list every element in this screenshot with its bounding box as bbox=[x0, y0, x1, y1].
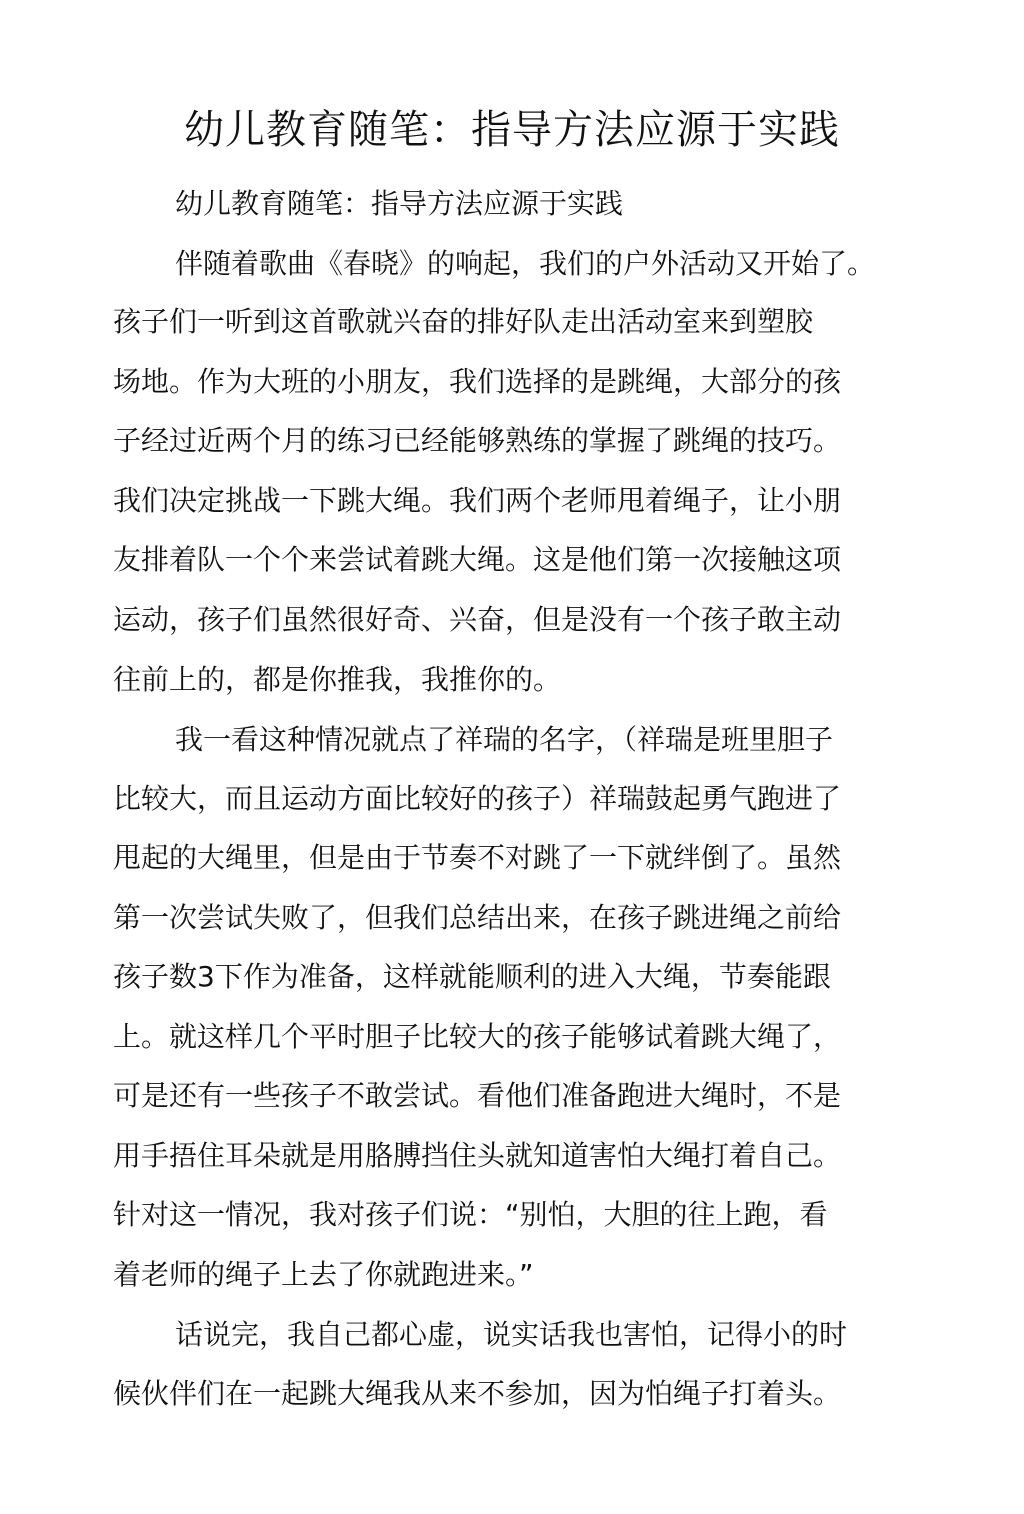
paragraph-line: 第一次尝试失败了，但我们总结出来，在孩子跳进绳之前给 bbox=[113, 901, 842, 934]
paragraph-line: 用手捂住耳朵就是用胳膊挡住头就知道害怕大绳打着自己。 bbox=[113, 1139, 842, 1172]
document-title: 幼儿教育随笔：指导方法应源于实践 bbox=[184, 107, 840, 153]
paragraph-line: 话说完，我自己都心虚，说实话我也害怕，记得小的时 bbox=[175, 1318, 848, 1351]
paragraph-line: 子经过近两个月的练习已经能够熟练的掌握了跳绳的技巧。 bbox=[113, 424, 842, 457]
paragraph-line: 运动，孩子们虽然很好奇、兴奋，但是没有一个孩子敢主动 bbox=[113, 603, 842, 636]
paragraph-line: 场地。作为大班的小朋友，我们选择的是跳绳，大部分的孩 bbox=[113, 365, 842, 398]
paragraph-line: 友排着队一个个来尝试着跳大绳。这是他们第一次接触这项 bbox=[113, 543, 842, 576]
paragraph-line: 我一看这种情况就点了祥瑞的名字，（祥瑞是班里胆子 bbox=[175, 723, 834, 756]
paragraph-line: 比较大，而且运动方面比较好的孩子）祥瑞鼓起勇气跑进了 bbox=[113, 782, 842, 815]
paragraph-line: 针对这一情况，我对孩子们说：“别怕，大胆的往上跑，看 bbox=[113, 1198, 828, 1231]
paragraph-line: 甩起的大绳里，但是由于节奏不对跳了一下就绊倒了。虽然 bbox=[113, 841, 842, 874]
paragraph-line: 着老师的绳子上去了你就跑进来。” bbox=[113, 1258, 534, 1291]
paragraph-line: 候伙伴们在一起跳大绳我从来不参加，因为怕绳子打着头。 bbox=[113, 1377, 842, 1410]
paragraph-line: 上。就这样几个平时胆子比较大的孩子能够试着跳大绳了， bbox=[113, 1020, 842, 1053]
paragraph-line: 我们决定挑战一下跳大绳。我们两个老师甩着绳子，让小朋 bbox=[113, 484, 842, 517]
paragraph-line: 往前上的，都是你推我，我推你的。 bbox=[113, 663, 562, 696]
subtitle-line: 幼儿教育随笔：指导方法应源于实践 bbox=[175, 187, 624, 220]
paragraph-line: 孩子们一听到这首歌就兴奋的排好队走出活动室来到塑胶 bbox=[113, 305, 814, 338]
paragraph-line: 可是还有一些孩子不敢尝试。看他们准备跑进大绳时，不是 bbox=[113, 1079, 842, 1112]
paragraph-line: 孩子数3下作为准备，这样就能顺利的进入大绳，节奏能跟 bbox=[113, 960, 831, 993]
paragraph-line: 伴随着歌曲《春晓》的响起，我们的户外活动又开始了。 bbox=[175, 247, 876, 280]
